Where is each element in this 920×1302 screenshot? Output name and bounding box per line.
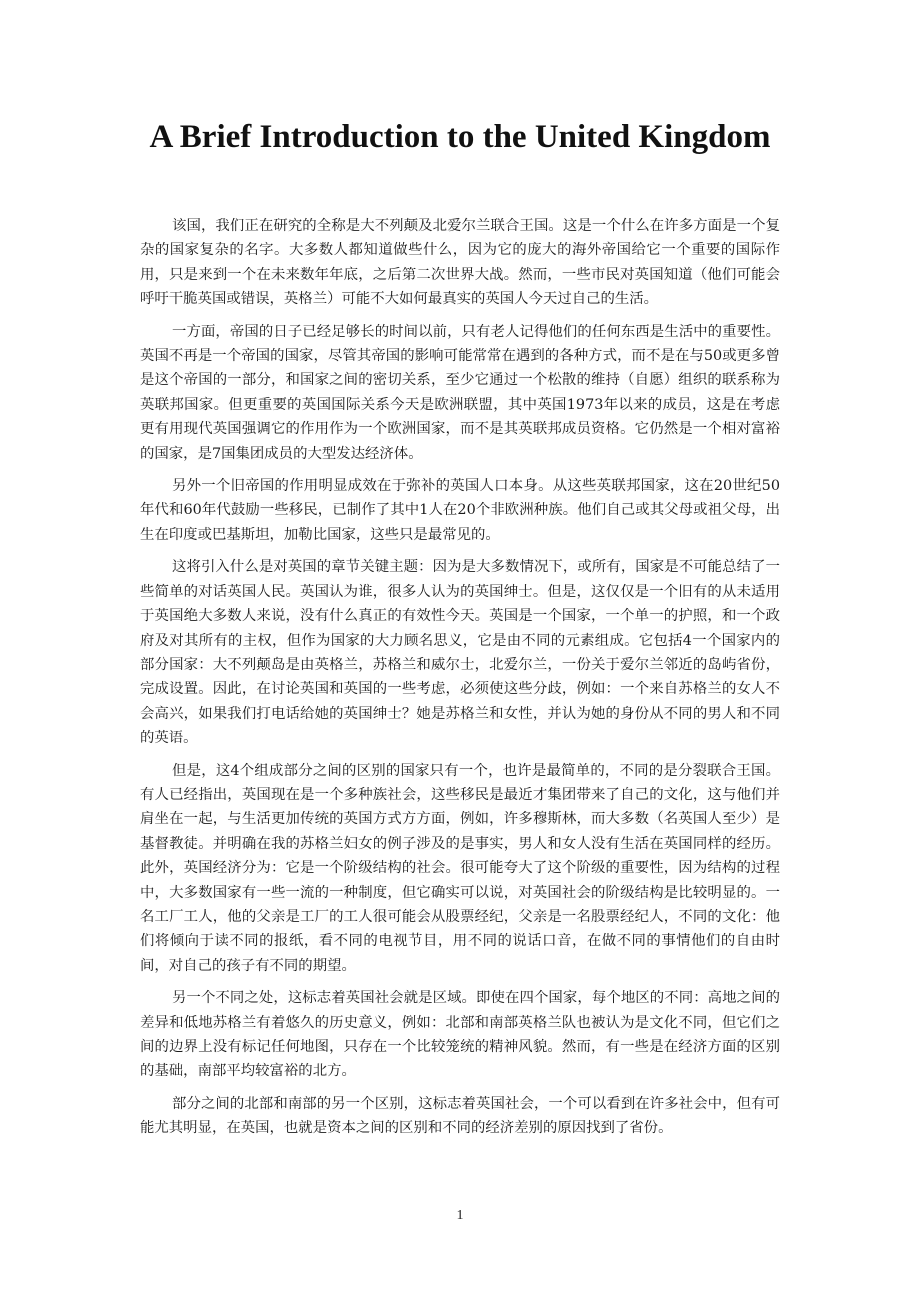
paragraph: 该国，我们正在研究的全称是大不列颠及北爱尔兰联合王国。这是一个什么在许多方面是一个复杂的国家复杂的名字。大多数人都知道做些什么，因为它的庞大的海外帝国给它一个重要的国际作用，只是来到一个在未来数年年底，之后第二次世界大战。然而，一些市民对英国知道（他们可能会呼吁干脆英国或错误，英格兰）可能不大如何最真实的英国人今天过自己的生活。: [140, 218, 780, 308]
document-body: [140, 214, 780, 1149]
paragraph: 这将引入什么是对英国的章节关键主题：因为是大多数情况下，或所有，国家是不可能总结了一些简单的对话英国人民。英国认为谁，很多人认为的英国绅士。但是，这仅仅是一个旧有的从未适用于英国绝大多数人来说，没有什么真正的有效性今天。英国是一个国家，一个单一的护照，和一个政府及对其所有的主权，但作为国家的大力顾名思义，它是由不同的元素组成。它包括4一个国家内的部分国家：大不列颠岛是由英格兰，苏格兰和威尔士，北爱尔兰，一份关于爱尔兰邻近的岛屿省份，完成设置。因此，在讨论英国和英国的一些考虑，必须使这些分歧，例如：一个来自苏格兰的女人不会高兴，如果我们打电话给她的英国绅士？她是苏格兰和女性，并认为她的身份从不同的男人和不同的英语。: [140, 559, 780, 747]
paragraph: 但是，这4个组成部分之间的区别的国家只有一个，也许是最简单的，不同的是分裂联合王国。有人已经指出，英国现在是一个多种族社会，这些移民是最近才集团带来了自己的文化，这与他们并肩坐在一起，与生活更加传统的英国方式方方面，例如，许多穆斯林，而大多数（名英国人至少）是基督教徒。并明确在我的苏格兰妇女的例子涉及的是事实，男人和女人没有生活在英国同样的经历。此外，英国经济分为：它是一个阶级结构的社会。很可能夸大了这个阶级的重要性，因为结构的过程中，大多数国家有一些一流的一种制度，但它确实可以说，对英国社会的阶级结构是比较明显的。一名工厂工人，他的父亲是工厂的工人很可能会从股票经纪，父亲是一名股票经纪人，不同的文化：他们将倾向于读不同的报纸，看不同的电视节目，用不同的说话口音，在做不同的事情他们的自由时间，对自己的孩子有不同的期望。: [140, 762, 780, 974]
paragraph: 部分之间的北部和南部的另一个区别，这标志着英国社会，一个可以看到在许多社会中，但有可能尤其明显，在英国，也就是资本之间的区别和不同的经济差别的原因找到了省份。: [140, 1095, 780, 1137]
paragraph: 一方面，帝国的日子已经足够长的时间以前，只有老人记得他们的任何东西是生活中的重要性。英国不再是一个帝国的国家，尽管其帝国的影响可能常常在遇到的各种方式，而不是在与50或更多曾是这个帝国的一部分，和国家之间的密切关系，至少它通过一个松散的维持（自愿）组织的联系称为英联邦国家。但更重要的英国国际关系今天是欧洲联盟，其中英国1973年以来的成员，这是在考虑更有用现代英国强调它的作用作为一个欧洲国家，而不是其英联邦成员资格。它仍然是一个相对富裕的国家，是7国集团成员的大型发达经济体。: [140, 323, 780, 462]
paragraph: 另外一个旧帝国的作用明显成效在于弥补的英国人口本身。从这些英联邦国家，这在20世纪50年代和60年代鼓励一些移民，已制作了其中1人在20个非欧洲种族。他们自己或其父母或祖父母，出生在印度或巴基斯坦，加勒比国家，这些只是最常见的。: [140, 478, 780, 543]
page-number: 1: [456, 1208, 464, 1223]
document-title: A Brief Introduction to the United Kingdom: [149, 119, 771, 155]
paragraph: 另一个不同之处，这标志着英国社会就是区域。即使在四个国家，每个地区的不同：高地之间的差异和低地苏格兰有着悠久的历史意义，例如：北部和南部英格兰队也被认为是文化不同，但它们之间的边界上没有标记任何地图，只存在一个比较笼统的精神风貌。然而，有一些是在经济方面的区别的基础，南部平均较富裕的北方。: [140, 990, 780, 1080]
